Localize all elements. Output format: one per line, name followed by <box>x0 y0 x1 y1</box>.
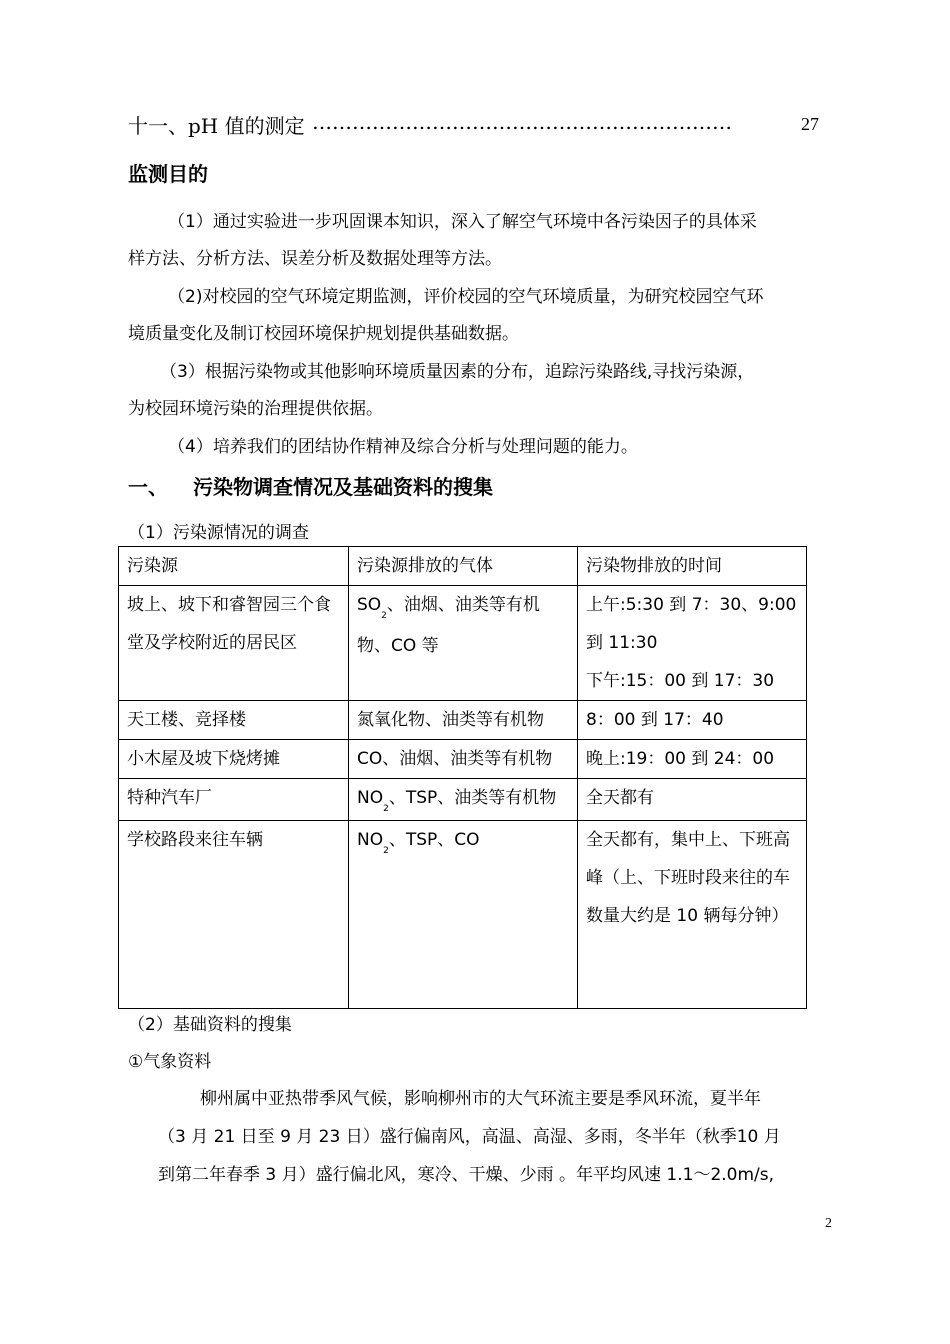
page-number: 2 <box>825 1216 832 1231</box>
table-cell-time <box>578 586 807 701</box>
goal-paragraph-1-line-1: （1）通过实验进一步巩固课本知识，深入了解空气环境中各污染因子的具体采 <box>168 212 757 232</box>
table-row <box>119 779 807 821</box>
subsection-pollution-survey: （1）污染源情况的调查 <box>128 523 309 543</box>
table-cell-gas: CO、油烟、油类等有机物 <box>349 740 578 779</box>
goal-paragraph-3-line-2: 为校园环境污染的治理提供依据。 <box>128 399 383 419</box>
gas-subscript: 2 <box>383 804 389 814</box>
time-line: 上午:5:30 到 7：30、9:00 <box>586 595 797 615</box>
gas-text: SO <box>357 595 382 615</box>
table-row <box>119 701 807 740</box>
goal-paragraph-1-line-2: 样方法、分析方法、误差分析及数据处理等方法。 <box>128 249 502 269</box>
table-cell-source: 小木屋及坡下烧烤摊 <box>119 740 349 779</box>
pollution-source-table <box>118 546 807 1009</box>
toc-entry: 十一、pH 值的测定 <box>128 114 305 138</box>
table-row <box>119 586 807 701</box>
table-cell-source: 学校路段来往车辆 <box>119 821 349 1009</box>
subsection-weather-data: ①气象资料 <box>128 1052 212 1072</box>
gas-text: NO <box>357 788 384 808</box>
gas-subscript: 2 <box>381 611 387 621</box>
table-cell-time: 全天都有，集中上、下班高峰（上、下班时段来往的车数量大约是 10 辆每分钟） <box>578 821 807 1009</box>
gas-text-rest: 、TSP、油类等有机物 <box>388 788 557 808</box>
table-cell-source: 坡上、坡下和睿智园三个食堂及学校附近的居民区 <box>119 586 349 701</box>
section-1-number: 一、 <box>128 475 168 499</box>
table-cell-gas <box>349 821 578 1009</box>
goal-paragraph-2-line-2: 境质量变化及制订校园环境保护规划提供基础数据。 <box>128 324 519 344</box>
toc-leader-dots: ……………………………………………………… <box>312 110 732 134</box>
table-cell-time: 晚上:19：00 到 24：00 <box>578 740 807 779</box>
table-cell-source: 特种汽车厂 <box>119 779 349 821</box>
gas-text-rest: 、TSP、CO <box>388 830 480 850</box>
table-cell-gas: 氮氧化物、油类等有机物 <box>349 701 578 740</box>
table-cell-source: 天工楼、竞择楼 <box>119 701 349 740</box>
table-cell-gas <box>349 586 578 701</box>
table-header-cell: 污染源排放的气体 <box>349 547 578 586</box>
gas-subscript: 2 <box>383 846 389 856</box>
climate-text-line-1: 柳州属中亚热带季风气候，影响柳州市的大气环流主要是季风环流，夏半年 <box>200 1089 761 1109</box>
goal-paragraph-3-line-1: （3）根据污染物或其他影响环境质量因素的分布，追踪污染路线,寻找污染源， <box>160 362 755 382</box>
section-1-title: 污染物调查情况及基础资料的搜集 <box>193 475 493 499</box>
table-row <box>119 740 807 779</box>
goal-paragraph-2-line-1: （2)对校园的空气环境定期监测，评价校园的空气环境质量，为研究校园空气环 <box>168 287 764 307</box>
table-header-cell: 污染源 <box>119 547 349 586</box>
section-title-goal: 监测目的 <box>128 162 208 186</box>
toc-page-number: 27 <box>801 114 819 134</box>
table-header-cell: 污染物排放的时间 <box>578 547 807 586</box>
table-header-row <box>119 547 807 586</box>
climate-text-line-2: （3 月 21 日至 9 月 23 日）盛行偏南风，高温、高湿、多雨，冬半年（秋季10 月 <box>158 1127 781 1147</box>
table-cell-time: 全天都有 <box>578 779 807 821</box>
time-line: 到 11:30 <box>586 633 658 653</box>
subsection-basic-data: （2）基础资料的搜集 <box>128 1015 292 1035</box>
table-row <box>119 821 807 1009</box>
gas-text: NO <box>357 830 384 850</box>
table-cell-time: 8：00 到 17：40 <box>578 701 807 740</box>
table-cell-gas <box>349 779 578 821</box>
goal-paragraph-4: （4）培养我们的团结协作精神及综合分析与处理问题的能力。 <box>168 437 638 457</box>
climate-text-line-3: 到第二年春季 3 月）盛行偏北风，寒冷、干燥、少雨 。年平均风速 1.1～2.0m/s, <box>158 1165 775 1185</box>
time-line: 下午:15：00 到 17：30 <box>586 671 775 691</box>
gas-text-rest: 、油烟、油类等有机物、CO 等 <box>357 595 540 656</box>
